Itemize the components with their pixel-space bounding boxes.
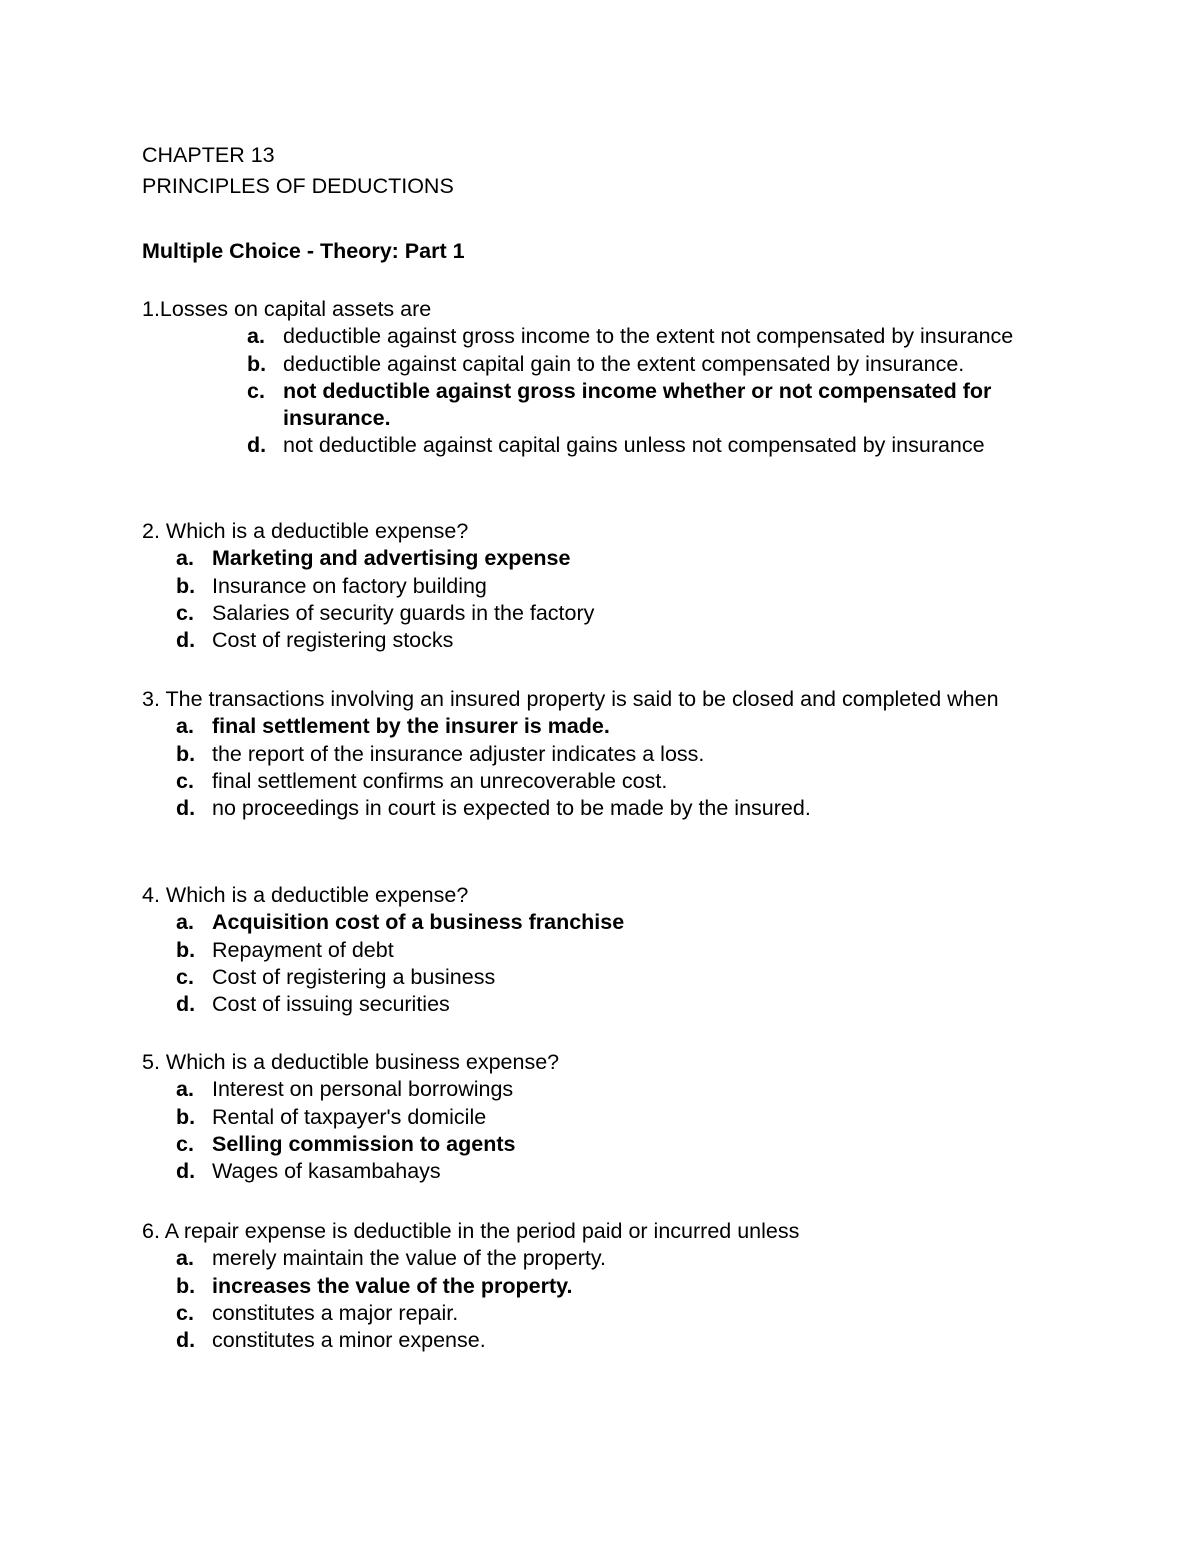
option-letter: b. [176, 1273, 196, 1298]
option-c [142, 600, 1082, 627]
option-b [142, 1104, 1082, 1131]
option-text: merely maintain the value of the property. [212, 1246, 606, 1271]
option-b [142, 937, 1082, 964]
section-title: Multiple Choice - Theory: Part 1 [142, 239, 465, 263]
question-2 [142, 518, 1082, 654]
question-stem: 5. Which is a deductible business expense? [142, 1050, 560, 1074]
option-text: increases the value of the property. [212, 1273, 573, 1298]
option-text: Wages of kasambahays [212, 1159, 441, 1184]
chapter-title: PRINCIPLES OF DEDUCTIONS [142, 174, 454, 198]
option-text: Cost of registering a business [212, 964, 496, 989]
option-c [142, 1300, 1082, 1327]
option-d [142, 795, 1082, 822]
question-5 [142, 1049, 1082, 1185]
option-letter: c. [176, 768, 194, 793]
option-d [142, 432, 1082, 459]
option-letter: d. [176, 1328, 196, 1353]
option-text: Salaries of security guards in the factory [212, 600, 595, 625]
option-letter: a. [176, 714, 194, 739]
option-d [142, 1158, 1082, 1185]
question-3 [142, 686, 1082, 822]
option-a-answer [142, 909, 1082, 936]
option-d [142, 1327, 1082, 1354]
option-letter: d. [176, 992, 196, 1017]
option-list [142, 713, 1082, 822]
option-list [142, 1245, 1082, 1354]
option-text: final settlement confirms an unrecoverable cost. [212, 768, 668, 793]
option-letter: b. [176, 573, 196, 598]
option-letter: a. [176, 546, 194, 571]
option-letter: a. [176, 1246, 194, 1271]
option-text: not deductible against gross income whether or not compensated for insurance. [283, 378, 992, 431]
option-text: the report of the insurance adjuster indicates a loss. [212, 741, 705, 766]
question-1 [142, 296, 1082, 460]
option-letter: d. [176, 628, 196, 653]
option-text: Interest on personal borrowings [212, 1077, 514, 1102]
option-b [142, 351, 1082, 378]
option-text: Acquisition cost of a business franchise [212, 910, 625, 935]
option-letter: c. [176, 1131, 194, 1156]
option-text: deductible against capital gain to the extent compensated by insurance. [283, 351, 965, 376]
option-letter: b. [247, 351, 267, 376]
option-letter: c. [176, 964, 194, 989]
question-stem: 4. Which is a deductible expense? [142, 883, 469, 907]
option-letter: a. [176, 1077, 194, 1102]
option-letter: a. [176, 910, 194, 935]
option-letter: a. [247, 324, 265, 349]
option-text: Repayment of debt [212, 937, 394, 962]
option-b-answer [142, 1273, 1082, 1300]
option-letter: c. [176, 600, 194, 625]
option-letter: d. [247, 433, 267, 458]
question-stem: 3. The transactions involving an insured property is said to be closed and completed when [142, 687, 999, 711]
option-a-answer [142, 713, 1082, 740]
option-text: no proceedings in court is expected to be made by the insured. [212, 796, 811, 821]
question-stem: 1.Losses on capital assets are [142, 297, 432, 321]
option-text: Cost of issuing securities [212, 992, 450, 1017]
option-text: Selling commission to agents [212, 1131, 516, 1156]
option-list [142, 323, 1082, 459]
option-a [142, 1076, 1082, 1103]
option-text: Insurance on factory building [212, 573, 487, 598]
option-letter: b. [176, 741, 196, 766]
option-text: Marketing and advertising expense [212, 546, 571, 571]
option-text: final settlement by the insurer is made. [212, 714, 610, 739]
option-letter: b. [176, 937, 196, 962]
option-c-answer [142, 1131, 1082, 1158]
option-d [142, 627, 1082, 654]
option-c [142, 964, 1082, 991]
option-text: Cost of registering stocks [212, 628, 454, 653]
question-6 [142, 1218, 1082, 1354]
option-text: not deductible against capital gains unless not compensated by insurance [283, 433, 985, 458]
option-b [142, 741, 1082, 768]
option-list [142, 909, 1082, 1018]
option-letter: c. [247, 378, 265, 403]
option-list [142, 545, 1082, 654]
question-stem: 6. A repair expense is deductible in the period paid or incurred unless [142, 1219, 800, 1243]
question-stem: 2. Which is a deductible expense? [142, 519, 469, 543]
option-text: constitutes a major repair. [212, 1300, 459, 1325]
option-letter: d. [176, 796, 196, 821]
option-text: constitutes a minor expense. [212, 1328, 486, 1353]
option-a [142, 323, 1082, 350]
option-a [142, 1245, 1082, 1272]
option-list [142, 1076, 1082, 1185]
option-b [142, 573, 1082, 600]
option-letter: c. [176, 1300, 194, 1325]
question-4 [142, 882, 1082, 1018]
option-d [142, 991, 1082, 1018]
option-c-answer [142, 378, 1082, 433]
option-text: deductible against gross income to the extent not compensated by insurance [283, 324, 1014, 349]
chapter-label: CHAPTER 13 [142, 143, 275, 167]
option-letter: b. [176, 1104, 196, 1129]
option-a-answer [142, 545, 1082, 572]
option-c [142, 768, 1082, 795]
option-letter: d. [176, 1159, 196, 1184]
option-text: Rental of taxpayer's domicile [212, 1104, 487, 1129]
